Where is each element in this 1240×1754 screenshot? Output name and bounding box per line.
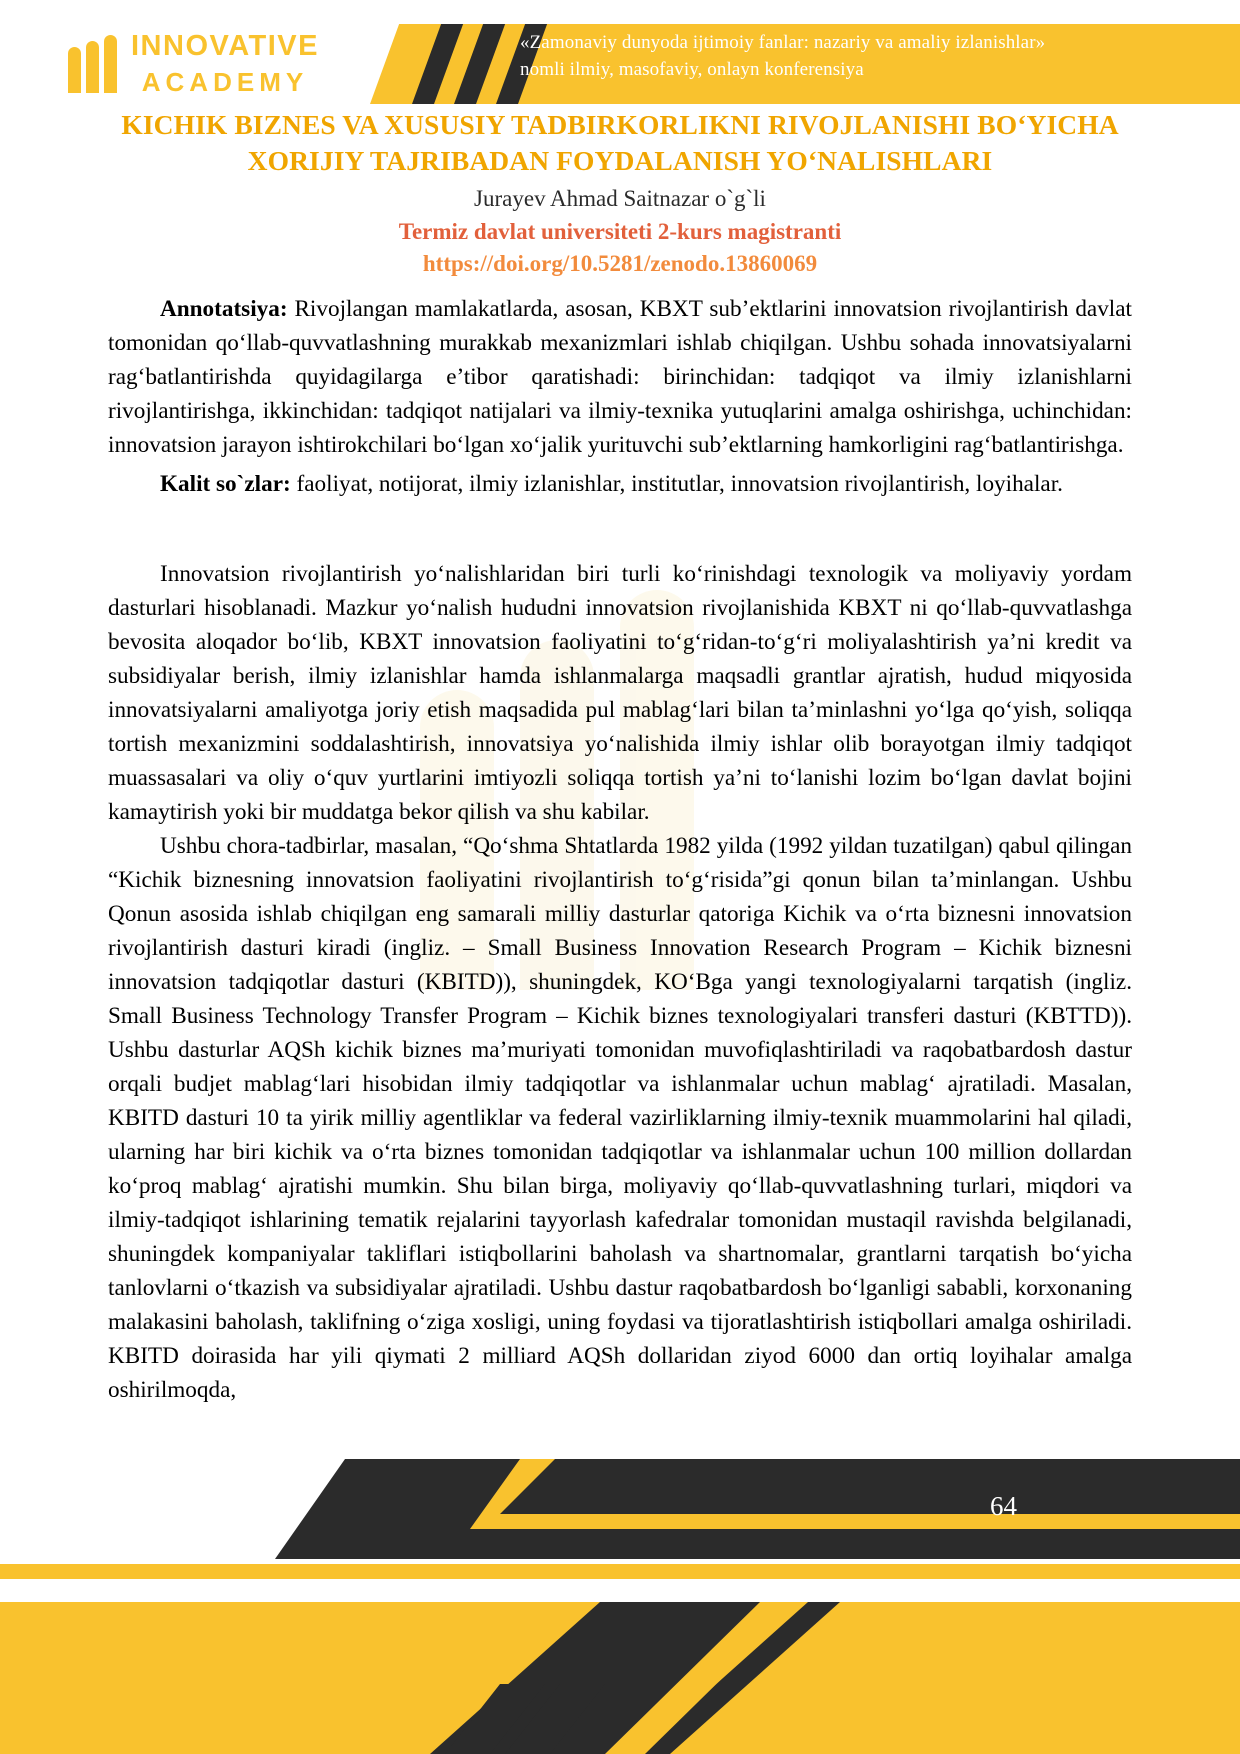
body-paragraph-2: Ushbu chora-tadbirlar, masalan, “Qo‘shma Shtatlarda 1982 yilda (1992 yildan tuzatilgan) qabul qilingan “Kichik biznesning innovatsion faoliyatini rivojlantirish to‘g‘risida”gi qonun bilan ta’minlangan. Ushbu Qonun asosida ishlab chiqilgan eng samarali milliy dasturlar qatoriga Kichik va o‘rta biznesni innovatsion rivojlantirish dasturi kiradi (ingliz. – Small Business Innovation Research Program – Kichik biznesni innovatsion tadqiqotlar dasturi (KBITD)), shuningdek, KO‘Bga yangi texnologiyalarni tarqatish (ingliz. Small Business Technology Transfer Program – Kichik biznes texnologiyalari transferi dasturi (KBTTD)). Ushbu dasturlar AQSh kichik biznes ma’muriyati tomonidan muvofiqlashtiriladi va raqobatbardosh dastur orqali budjet mablag‘lari hisobidan ilmiy tadqiqotlar va ishlanmalar uchun mablag‘ ajratiladi. Masalan, KBITD dasturi 10 ta yirik milliy agentliklar va federal vazirliklarning ilmiy-texnik muammolarini hal qiladi, ularning har biri kichik va o‘rta biznes tomonidan tadqiqotlar va ishlanmalar uchun 100 million dollardan ko‘proq mablag‘ ajratishi mumkin. Shu bilan birga, moliyaviy qo‘llab-quvvatlashning turlari, miqdori va ilmiy-tadqiqot ishlarining tematik rejalarini tayyorlash kafedralar tomonidan mustaqil ravishda belgilanadi, shuningdek kompaniyalar takliflari istiqbollarini baholash va shartnomalar, grantlarni tarqatish bo‘yicha tanlovlarni o‘tkazish va subsidiyalar ajratiladi. Ushbu dastur raqobatbardosh bo‘lganligi sababli, korxonaning malakasini baholash, taklifning o‘ziga xosligi, uning foydasi va tijoratlashtirish istiqbollari amalga oshiriladi. KBITD doirasida har yili qiymati 2 milliard AQSh dollaridan ziyod 6000 dan ortiq loyihalar amalga oshirilmoqda, — [108, 832, 1132, 1403]
logo-bar-icon — [104, 35, 117, 93]
body-paragraph-1: Innovatsion rivojlantirish yo‘nalishlaridan biri turli ko‘rinishdagi texnologik va moliyaviy yordam dasturlari hisoblanadi. Mazkur yo‘nalish hududni innovatsion rivojlanishida KBXT ni qo‘llab-quvvatlashga bevosita aloqador bo‘lib, KBXT innovatsion faoliyatini to‘g‘ridan-to‘g‘ri moliyalashtirish ya’ni kredit va subsidiyalar berish, ilmiy izlanishlar hamda ishlanmalarga maqsadli grantlar ajratish, hudud miqyosida innovatsiyalarni amaliyotga joriy etish maqsadida pul mablag‘lari bilan ta’minlashni yo‘lga qo‘yish, soliqqa tortish mexanizmini soddalashtirish, innovatsiya yo‘nalishida ilmiy ishlar olib borayotgan ilmiy tadqiqot muassasalari va oliy o‘quv yurtlarini imtiyozli soliqqa tortish ya’ni to‘lanishi lozim bo‘lgan davlat bojini kamaytirish yoki bir muddatga bekor qilish va shu kabilar. — [108, 561, 1132, 825]
article-title-line-1: KICHIK BIZNES VA XUSUSIY TADBIRKORLIKNI RIVOJLANISHI BO‘YICHA — [121, 109, 1119, 140]
article-author: Jurayev Ahmad Saitnazar o`g`li — [474, 186, 766, 212]
page-number: 64 — [990, 1491, 1017, 1521]
conference-title: «Zamonaviy dunyoda ijtimoiy fanlar: nazariy va amaliy izlanishlar» nomli ilmiy, masofaviy, onlayn konferensiya — [520, 32, 1046, 80]
keywords-paragraph — [108, 468, 1132, 502]
logo-bar-icon — [68, 47, 81, 93]
article-doi-link[interactable]: https://doi.org/10.5281/zenodo.13860069 — [422, 251, 818, 277]
logo-line-innovative: INNOVATIVE — [131, 30, 319, 62]
abstract-text: Rivojlangan mamlakatlarda, asosan, KBXT sub’ektlarini innovatsion rivojlantirish davlat tomonidan qo‘llab-quvvatlashning murakkab mexanizmlari ishlab chiqilgan. Ushbu sohada innovatsiyalarni rag‘batlantirishda quyidagilarga e’tibor qaratishadi: birinchidan: tadqiqot va ilmiy izlanishlarni rivojlantirishga, ikkinchidan: tadqiqot natijalari va ilmiy-texnika yutuqlarini amalga oshirishga, uchinchidan: innovatsion jarayon ishtirokchilari bo‘lgan xo‘jalik yurituvchi sub’ektlarning hamkorligini rag‘batlantirishga. — [108, 296, 1132, 459]
page-header — [0, 0, 1240, 104]
logo-bar-icon — [86, 41, 99, 93]
keywords-block — [108, 468, 1132, 502]
keywords-text: faoliyat, notijorat, ilmiy izlanishlar, institutlar, innovatsion rivojlantirish, loyihalar. — [290, 471, 1063, 498]
page-footer — [0, 1434, 1240, 1754]
band-stripe-icon — [412, 24, 463, 104]
footer-decoration-icon — [0, 1434, 1240, 1754]
logo-line-academy: ACADEMY — [141, 67, 309, 97]
article-affiliation: Termiz davlat universiteti 2-kurs magistranti — [398, 219, 842, 245]
logo-bars-icon — [68, 35, 117, 93]
abstract-paragraph — [108, 293, 1132, 463]
article-content — [108, 108, 1132, 1408]
abstract-block — [108, 293, 1132, 463]
logo-wordmark — [131, 32, 319, 95]
article-title-line-2: XORIJIY TAJRIBADAN FOYDALANISH YO‘NALISHLARI — [247, 144, 993, 176]
section-spacer — [108, 502, 1132, 558]
band-stripe-icon — [454, 24, 505, 104]
keywords-label: Kalit so`zlar: — [160, 471, 291, 498]
innovative-academy-logo — [68, 32, 319, 95]
abstract-label: Annotatsiya: — [160, 296, 288, 323]
